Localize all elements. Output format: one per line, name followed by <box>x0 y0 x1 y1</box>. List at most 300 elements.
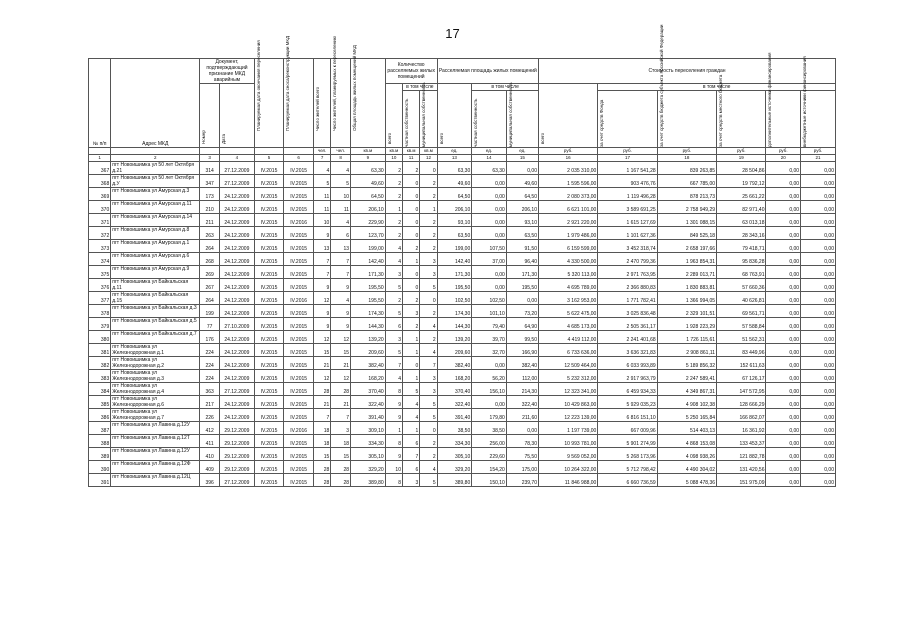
table-cell: 2 908 861,11 <box>657 344 716 357</box>
table-cell: 63 013,18 <box>717 214 766 227</box>
table-cell: 5 <box>420 409 437 422</box>
column-number-cell: 17 <box>598 155 657 162</box>
table-cell: 0,00 <box>801 162 836 175</box>
table-cell: 211 <box>200 214 220 227</box>
table-cell: 382,40 <box>506 357 538 370</box>
table-cell: 79,40 <box>472 318 507 331</box>
table-cell: 112,00 <box>506 370 538 383</box>
table-cell: 57 660,36 <box>717 279 766 292</box>
row-index-cell: 370 <box>89 201 111 214</box>
table-cell: IV.2015 <box>284 240 314 253</box>
units-row <box>89 148 836 155</box>
table-cell: 64,50 <box>506 188 538 201</box>
table-cell: 166 862,07 <box>717 409 766 422</box>
unit-cell <box>284 148 314 155</box>
table-cell: 229,60 <box>472 448 507 461</box>
table-cell: 93,10 <box>506 214 538 227</box>
table-cell: 0,00 <box>766 461 801 474</box>
table-cell: 0,00 <box>766 409 801 422</box>
table-cell: IV.2015 <box>254 188 284 201</box>
table-cell: IV.2015 <box>254 435 284 448</box>
table-cell: 309,10 <box>351 422 386 435</box>
row-index-cell: 387 <box>89 422 111 435</box>
table-cell: 18 <box>314 422 331 435</box>
table-cell: IV.2015 <box>284 344 314 357</box>
table-cell: 152 611,63 <box>717 357 766 370</box>
table-cell: IV.2015 <box>254 422 284 435</box>
table-cell: IV.2015 <box>284 383 314 396</box>
table-cell: 329,20 <box>351 461 386 474</box>
table-cell: 171,30 <box>437 266 472 279</box>
table-cell: 1 197 739,00 <box>539 422 598 435</box>
unit-cell: ед. <box>506 148 538 155</box>
table-cell: 4 <box>385 370 402 383</box>
row-index-cell: 371 <box>89 214 111 227</box>
table-cell: 0,00 <box>801 240 836 253</box>
table-cell: IV.2015 <box>254 331 284 344</box>
table-cell: 4 490 304,02 <box>657 461 716 474</box>
table-cell: 0,00 <box>766 175 801 188</box>
row-index-cell: 388 <box>89 435 111 448</box>
table-cell: IV.2015 <box>254 344 284 357</box>
table-cell: IV.2015 <box>254 318 284 331</box>
unit-cell: руб. <box>598 148 657 155</box>
table-cell: IV.2015 <box>254 409 284 422</box>
table-cell: 0,00 <box>766 253 801 266</box>
column-number-cell: 14 <box>472 155 507 162</box>
table-cell: 63,30 <box>351 162 386 175</box>
table-cell: 40 626,81 <box>717 292 766 305</box>
table-cell: 24.12.2009 <box>220 214 255 227</box>
table-cell: 4 098 938,26 <box>657 448 716 461</box>
table-cell: 4 <box>402 396 419 409</box>
table-cell: 24.12.2009 <box>220 188 255 201</box>
table-cell: 4 <box>331 292 351 305</box>
table-cell: IV.2015 <box>284 331 314 344</box>
address-cell: пгт Новоишимка ул Железнодорожная д.2 <box>111 357 200 370</box>
table-cell: 5 <box>314 175 331 188</box>
table-cell: IV.2016 <box>284 422 314 435</box>
table-row <box>89 357 836 370</box>
column-number-cell: 10 <box>385 155 402 162</box>
table-cell: 0,00 <box>801 188 836 201</box>
table-cell: 83 449,96 <box>717 344 766 357</box>
table-cell: 21 <box>314 396 331 409</box>
table-cell: 64,90 <box>506 318 538 331</box>
table-cell: 2 <box>420 448 437 461</box>
unit-cell: руб. <box>801 148 836 155</box>
address-cell: пгт Новоишимка ул Железнодорожная д.1 <box>111 344 200 357</box>
table-cell: 2 <box>420 227 437 240</box>
table-cell: 9 <box>385 409 402 422</box>
table-cell: 0,00 <box>801 318 836 331</box>
table-cell: 391,40 <box>437 409 472 422</box>
table-cell: 0,00 <box>472 279 507 292</box>
table-cell: 0,00 <box>801 370 836 383</box>
table-cell: 3 <box>420 253 437 266</box>
table-cell: 6 621 101,00 <box>539 201 598 214</box>
table-cell: 28 504,86 <box>717 162 766 175</box>
address-cell: пгт Новоишимка ул Амурская д.8 <box>111 227 200 240</box>
table-cell: 7 <box>385 357 402 370</box>
table-cell: 0 <box>402 214 419 227</box>
column-number-row <box>89 155 836 162</box>
table-cell: 101,10 <box>472 305 507 318</box>
table-cell: IV.2015 <box>254 279 284 292</box>
table-cell: 0,00 <box>766 331 801 344</box>
table-cell: 389,80 <box>351 474 386 487</box>
table-cell: IV.2015 <box>254 175 284 188</box>
table-cell: 1 <box>402 331 419 344</box>
table-cell: 0,00 <box>766 396 801 409</box>
row-index-cell: 378 <box>89 305 111 318</box>
table-cell: 0,00 <box>766 240 801 253</box>
table-cell: 24.12.2009 <box>220 240 255 253</box>
table-row <box>89 383 836 396</box>
table-cell: 9 569 052,00 <box>539 448 598 461</box>
table-cell: 224 <box>200 370 220 383</box>
table-cell: 3 <box>385 266 402 279</box>
table-row <box>89 253 836 266</box>
table-cell: 3 <box>420 266 437 279</box>
table-row <box>89 422 836 435</box>
table-row <box>89 240 836 253</box>
table-cell: 28 <box>331 461 351 474</box>
table-cell: IV.2015 <box>284 435 314 448</box>
table-cell: 1 830 883,81 <box>657 279 716 292</box>
resettlement-table <box>88 24 836 487</box>
unit-cell: кв.м <box>351 148 386 155</box>
table-cell: 139,20 <box>437 331 472 344</box>
table-cell: 21 <box>331 357 351 370</box>
unit-cell: чел. <box>314 148 331 155</box>
column-number-cell: 18 <box>657 155 716 162</box>
table-cell: 0,00 <box>801 266 836 279</box>
header-cost-incl: в том числе <box>598 84 836 91</box>
address-cell: пгт Новоишимка ул Железнодорожная д.4 <box>111 383 200 396</box>
table-cell: 3 589 691,25 <box>598 201 657 214</box>
table-cell: 199,00 <box>437 240 472 253</box>
table-row <box>89 318 836 331</box>
table-cell: 11 <box>314 201 331 214</box>
table-cell: 11 846 988,00 <box>539 474 598 487</box>
table-cell: 195,50 <box>351 292 386 305</box>
table-cell: 2 241 401,68 <box>598 331 657 344</box>
table-cell: IV.2015 <box>254 253 284 266</box>
unit-cell <box>111 148 200 155</box>
table-cell: 4 <box>420 461 437 474</box>
table-cell: 412 <box>200 422 220 435</box>
column-number-cell: 21 <box>801 155 836 162</box>
column-number-cell: 2 <box>111 155 200 162</box>
column-number-cell: 7 <box>314 155 331 162</box>
address-cell: пгт Новоишимка ул Байкальская д.7 <box>111 331 200 344</box>
column-number-cell: 13 <box>437 155 472 162</box>
header-cost-budget-local: за счет средств местного бюджета <box>717 91 766 148</box>
table-cell: 4 <box>402 409 419 422</box>
table-row <box>89 201 836 214</box>
row-index-cell: 386 <box>89 409 111 422</box>
unit-cell: руб. <box>717 148 766 155</box>
column-number-cell: 11 <box>402 155 419 162</box>
table-cell: 79 418,71 <box>717 240 766 253</box>
table-cell: 38,50 <box>472 422 507 435</box>
table-cell: 13 <box>314 240 331 253</box>
table-cell: IV.2015 <box>254 357 284 370</box>
header-cost-total: всего <box>539 84 598 148</box>
table-cell: 21 <box>314 357 331 370</box>
table-cell: 73,20 <box>506 305 538 318</box>
table-cell: 0,00 <box>766 305 801 318</box>
table-cell: 0,00 <box>801 396 836 409</box>
table-cell: 0,00 <box>766 266 801 279</box>
table-cell: 171,30 <box>506 266 538 279</box>
table-cell: IV.2015 <box>254 305 284 318</box>
header-cost-extra: дополнительные источники финансирования <box>766 91 801 148</box>
table-cell: 4 685 173,00 <box>539 318 598 331</box>
table-cell: 0,00 <box>472 357 507 370</box>
table-cell: 1 <box>402 253 419 266</box>
header-doc-group: Документ, подтверждающий признание МКД аварийным <box>200 59 254 84</box>
table-row <box>89 331 836 344</box>
table-cell: 0,00 <box>766 162 801 175</box>
table-cell: 5 901 274,99 <box>598 435 657 448</box>
table-cell: 63,50 <box>437 227 472 240</box>
table-cell: 7 <box>314 266 331 279</box>
table-cell: 28 <box>314 461 331 474</box>
table-cell: IV.2015 <box>284 474 314 487</box>
table-cell: 2 <box>402 162 419 175</box>
table-cell: 5 <box>331 175 351 188</box>
header-resettle-group: Расселяемая площадь жилых помещений <box>437 59 538 84</box>
table-cell: 24.12.2009 <box>220 305 255 318</box>
table-cell: 363 <box>200 383 220 396</box>
table-cell: 78,30 <box>506 435 538 448</box>
header-count-total: всего <box>385 84 402 148</box>
table-cell: 142,40 <box>351 253 386 266</box>
header-cost-group: Стоимость переселения граждан <box>539 59 836 84</box>
table-cell: 24.12.2009 <box>220 357 255 370</box>
column-number-cell: 19 <box>717 155 766 162</box>
table-cell: 3 636 321,83 <box>598 344 657 357</box>
header-plan-start: Планируемая дата окончания переселения <box>254 59 284 148</box>
row-index-cell: 391 <box>89 474 111 487</box>
table-cell: 0,00 <box>766 201 801 214</box>
table-cell: 142,40 <box>437 253 472 266</box>
table-cell: 0,00 <box>801 435 836 448</box>
table-cell: 27.10.2009 <box>220 318 255 331</box>
table-cell: 3 <box>420 370 437 383</box>
table-cell: 9 <box>314 305 331 318</box>
table-cell: IV.2015 <box>284 266 314 279</box>
table-cell: 37,00 <box>472 253 507 266</box>
table-cell: 102,50 <box>472 292 507 305</box>
table-cell: 64,50 <box>351 188 386 201</box>
table-cell: 133 453,37 <box>717 435 766 448</box>
address-cell: пгт Новоишимка ул Байкальская д.11 <box>111 279 200 292</box>
table-cell: 2 080 373,00 <box>539 188 598 201</box>
table-cell: 0,00 <box>766 422 801 435</box>
header-area-total: всего <box>437 84 472 148</box>
table-cell: 9 <box>331 279 351 292</box>
table-cell: 0 <box>402 266 419 279</box>
table-cell: 49,60 <box>437 175 472 188</box>
table-cell: 2 658 197,66 <box>657 240 716 253</box>
table-cell: 1 366 994,05 <box>657 292 716 305</box>
table-cell: 4 349 867,31 <box>657 383 716 396</box>
unit-cell <box>220 148 255 155</box>
table-cell: 93,10 <box>437 214 472 227</box>
row-index-cell: 373 <box>89 240 111 253</box>
table-cell: 7 <box>331 253 351 266</box>
table-cell: 144,30 <box>437 318 472 331</box>
table-cell: 12 323 341,00 <box>539 383 598 396</box>
table-cell: 10 <box>331 188 351 201</box>
table-cell: 6 733 636,00 <box>539 344 598 357</box>
table-cell: 0,00 <box>766 318 801 331</box>
row-index-cell: 368 <box>89 175 111 188</box>
address-cell: пгт Новоишимка ул Амурская д.9 <box>111 266 200 279</box>
table-cell: 29.12.2009 <box>220 461 255 474</box>
row-index-cell: 374 <box>89 253 111 266</box>
table-cell: 0,00 <box>472 201 507 214</box>
unit-cell: кв.м <box>402 148 419 155</box>
table-cell: 15 <box>314 344 331 357</box>
table-cell: 10 264 322,00 <box>539 461 598 474</box>
table-cell: 305,10 <box>351 448 386 461</box>
table-cell: 1 <box>420 201 437 214</box>
table-cell: 2 <box>402 318 419 331</box>
table-row <box>89 448 836 461</box>
table-cell: 0,00 <box>472 175 507 188</box>
table-cell: 0 <box>402 227 419 240</box>
table-cell: 24.12.2009 <box>220 292 255 305</box>
table-cell: 514 403,13 <box>657 422 716 435</box>
table-cell: 0,00 <box>801 279 836 292</box>
table-cell: 12 <box>314 331 331 344</box>
header-area-private: частная собственность <box>472 91 507 148</box>
table-cell: 1 119 496,28 <box>598 188 657 201</box>
table-cell: 4 <box>385 253 402 266</box>
table-cell: 0,00 <box>472 188 507 201</box>
table-row <box>89 188 836 201</box>
table-cell: 7 <box>331 266 351 279</box>
table-cell: 4 330 500,00 <box>539 253 598 266</box>
table-cell: 264 <box>200 240 220 253</box>
table-row <box>89 175 836 188</box>
table-cell: 39,70 <box>472 331 507 344</box>
table-cell: 0,00 <box>801 214 836 227</box>
table-cell: 68 763,91 <box>717 266 766 279</box>
table-cell: 0,00 <box>801 175 836 188</box>
table-cell: 2 971 763,95 <box>598 266 657 279</box>
table-cell: 3 452 318,74 <box>598 240 657 253</box>
address-cell: пгт Новоишимка ул Амурская д.3 <box>111 188 200 201</box>
row-index-cell: 369 <box>89 188 111 201</box>
table-cell: 7 <box>314 253 331 266</box>
table-cell: 1 615 127,69 <box>598 214 657 227</box>
table-cell: 69 561,71 <box>717 305 766 318</box>
unit-cell: кв.м <box>385 148 402 155</box>
row-index-cell: 367 <box>89 162 111 175</box>
table-cell: IV.2016 <box>284 292 314 305</box>
table-cell: 12 509 464,00 <box>539 357 598 370</box>
table-cell: 7 <box>331 409 351 422</box>
address-cell: пгт Новоишимка ул Амурская д.6 <box>111 253 200 266</box>
table-cell: 5 <box>402 383 419 396</box>
table-cell: 2 917 963,79 <box>598 370 657 383</box>
address-cell: пгт Новоишимка ул Лавина д.12Т <box>111 435 200 448</box>
table-cell: 0,00 <box>472 227 507 240</box>
table-cell: 0,00 <box>801 474 836 487</box>
table-cell: 168,20 <box>437 370 472 383</box>
table-cell: 9 <box>314 227 331 240</box>
table-cell: 2 <box>402 240 419 253</box>
table-cell: 175,00 <box>506 461 538 474</box>
table-cell: 2 366 880,83 <box>598 279 657 292</box>
row-index-cell: 389 <box>89 448 111 461</box>
table-cell: IV.2015 <box>284 318 314 331</box>
table-cell: 269 <box>200 266 220 279</box>
table-cell: 6 816 151,10 <box>598 409 657 422</box>
address-cell: пгт Новоишимка ул 50 лет Октября д.У <box>111 175 200 188</box>
table-cell: 199,00 <box>351 240 386 253</box>
table-cell: 2 <box>420 214 437 227</box>
table-cell: 10 <box>314 214 331 227</box>
page-number: 17 <box>445 26 460 41</box>
table-cell: 6 159 599,00 <box>539 240 598 253</box>
table-cell: 2 <box>402 292 419 305</box>
table-cell: IV.2015 <box>254 474 284 487</box>
table-row <box>89 292 836 305</box>
table-cell: 410 <box>200 448 220 461</box>
table-cell: 38,50 <box>437 422 472 435</box>
row-index-cell: 381 <box>89 344 111 357</box>
table-cell: 214,30 <box>506 383 538 396</box>
table-cell: IV.2015 <box>284 396 314 409</box>
table-cell: 8 <box>385 474 402 487</box>
table-cell: 12 <box>314 292 331 305</box>
address-cell: пгт Новоишимка ул 50 лет Октября д.21 <box>111 162 200 175</box>
table-cell: IV.2015 <box>284 461 314 474</box>
table-cell: 411 <box>200 435 220 448</box>
table-cell: 6 <box>385 318 402 331</box>
table-cell: 139,20 <box>351 331 386 344</box>
table-cell: 24.12.2009 <box>220 370 255 383</box>
table-cell: 2 035 310,00 <box>539 162 598 175</box>
address-cell: пгт Новоишимка ул Байкальская д.5 <box>111 318 200 331</box>
table-cell: 5 <box>385 305 402 318</box>
table-cell: 0,00 <box>472 396 507 409</box>
table-cell: 8 <box>385 383 402 396</box>
table-cell: 334,30 <box>351 435 386 448</box>
table-cell: 2 505 361,17 <box>598 318 657 331</box>
table-cell: 2 470 799,36 <box>598 253 657 266</box>
table-cell: IV.2015 <box>254 461 284 474</box>
table-cell: 128 666,29 <box>717 396 766 409</box>
table-cell: 121 882,78 <box>717 448 766 461</box>
table-cell: 224 <box>200 357 220 370</box>
table-cell: 4 <box>331 214 351 227</box>
table-cell: IV.2015 <box>254 396 284 409</box>
unit-cell: ед. <box>437 148 472 155</box>
table-cell: 0,00 <box>506 422 538 435</box>
table-cell: 4 <box>420 344 437 357</box>
table-row <box>89 344 836 357</box>
table-cell: 329,20 <box>437 461 472 474</box>
table-cell: 19 792,12 <box>717 175 766 188</box>
address-cell: пгт Новоишимка ул Амурская д.1 <box>111 240 200 253</box>
